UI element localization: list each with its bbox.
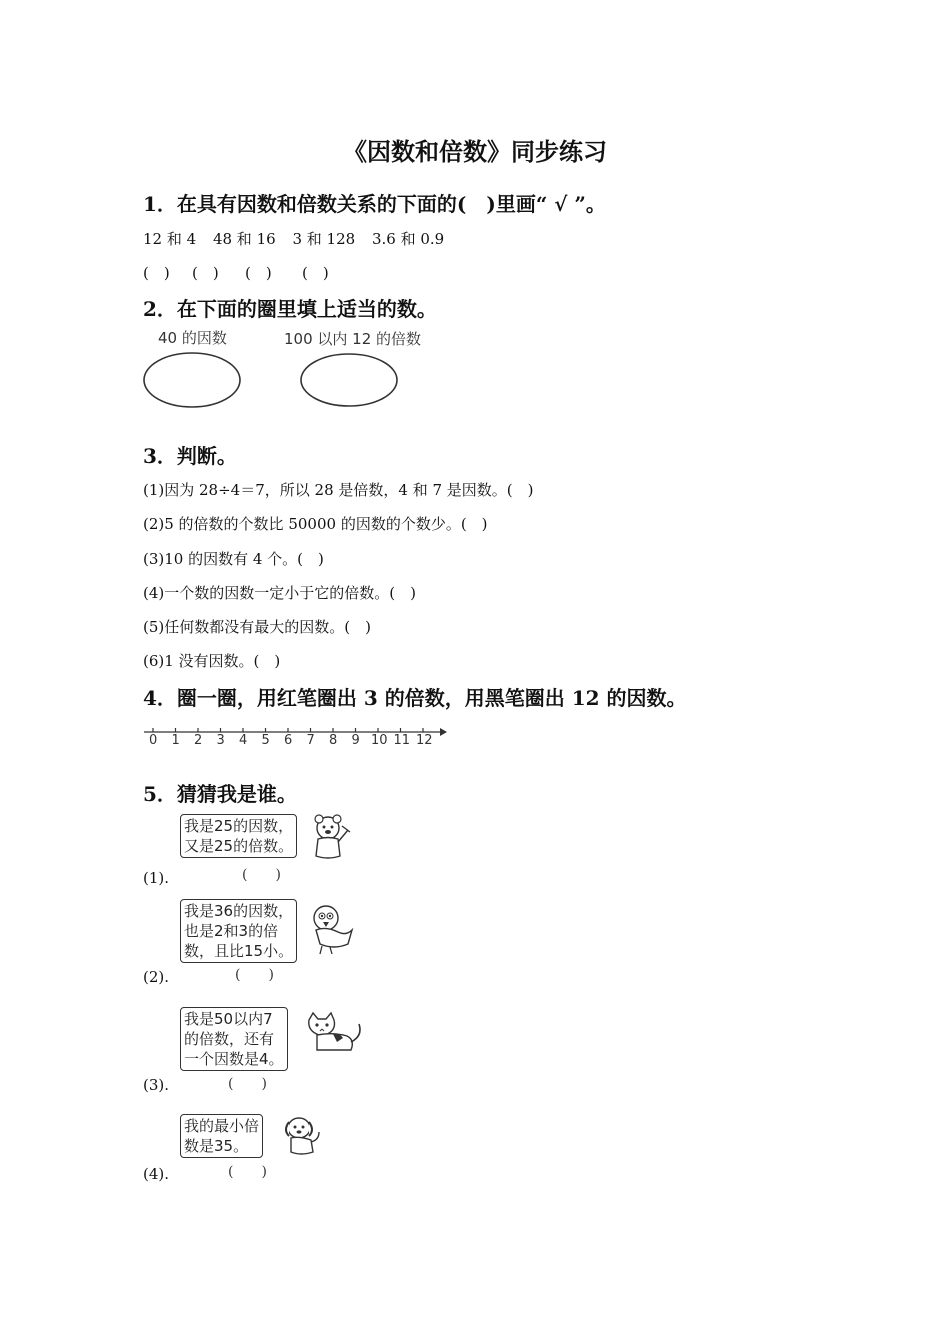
judgement-item-5: (5)任何数都没有最大的因数。( ) [143,618,371,636]
number-line-label[interactable]: 2 [194,733,203,748]
page-title: 《因数和倍数》同步练习 [343,137,607,166]
circle-factors-40[interactable] [144,353,240,407]
bird-icon [304,900,356,958]
bear-icon [306,812,356,862]
question-4-heading: 4．圈一圈，用红笔圈出 3 的倍数，用黑笔圈出 12 的因数。 [143,686,687,710]
answer-blank-3[interactable]: ( ) [245,264,272,282]
riddle-bubble-1: 我是25的因数， 又是25的倍数。 [180,814,297,858]
riddle-label-1: (1). [143,869,170,887]
question-1-heading: 1．在具有因数和倍数关系的下面的( )里画“ √ ”。 [143,192,606,216]
number-line-label[interactable]: 11 [393,733,411,748]
answer-blank-4[interactable]: ( ) [302,264,329,282]
circle-multiples-12[interactable] [301,354,397,406]
number-line-label[interactable]: 1 [171,733,180,748]
answer-blank-1[interactable]: ( ) [143,264,170,282]
riddle-answer-2[interactable]: ( ) [235,967,274,983]
answer-blank-2[interactable]: ( ) [192,264,219,282]
number-line-label[interactable]: 12 [416,733,433,748]
circle-label-factors-40: 40 的因数 [158,329,227,347]
riddle-label-4: (4). [143,1165,170,1183]
number-line-label[interactable]: 3 [216,733,225,748]
number-line-label[interactable]: 9 [351,733,360,748]
riddle-bubble-4: 我的最小倍 数是35。 [180,1114,263,1158]
question-5-heading: 5．猜猜我是谁。 [143,782,297,806]
number-line-label[interactable]: 0 [149,733,158,748]
dog-icon [281,1114,325,1158]
answer-circles [0,345,950,425]
judgement-item-3: (3)10 的因数有 4 个。( ) [143,550,324,568]
pair-1: 12 和 4 [143,230,197,248]
number-line [140,722,460,742]
number-line-label[interactable]: 4 [239,733,248,748]
pair-4: 3.6 和 0.9 [371,230,445,248]
riddle-bubble-3: 我是50以内7 的倍数，还有 一个因数是4。 [180,1007,288,1071]
question-3-heading: 3．判断。 [143,444,237,468]
judgement-item-2: (2)5 的倍数的个数比 50000 的因数的个数少。( ) [143,515,488,533]
number-line-label[interactable]: 8 [329,733,338,748]
riddle-bubble-2: 我是36的因数， 也是2和3的倍 数，且比15小。 [180,899,297,963]
question-1-pairs [143,228,444,249]
circle-label-multiples-12: 100 以内 12 的倍数 [284,330,422,348]
number-line-label[interactable]: 6 [284,733,293,748]
cat-icon [303,1014,365,1060]
number-line-label[interactable]: 5 [261,733,270,748]
judgement-item-1: (1)因为 28÷4＝7，所以 28 是倍数，4 和 7 是因数。( ) [143,481,534,499]
question-2-heading: 2．在下面的圈里填上适当的数。 [143,297,437,321]
riddle-answer-4[interactable]: ( ) [228,1164,267,1180]
judgement-item-6: (6)1 没有因数。( ) [143,652,281,670]
riddle-answer-1[interactable]: ( ) [242,867,281,883]
riddle-label-3: (3). [143,1076,170,1094]
number-line-label[interactable]: 10 [371,733,388,748]
riddle-answer-3[interactable]: ( ) [228,1076,267,1092]
judgement-item-4: (4)一个数的因数一定小于它的倍数。( ) [143,584,416,602]
pair-3: 3 和 128 [292,230,356,248]
riddle-label-2: (2). [143,968,170,986]
number-line-label[interactable]: 7 [306,733,315,748]
pair-2: 48 和 16 [212,230,276,248]
